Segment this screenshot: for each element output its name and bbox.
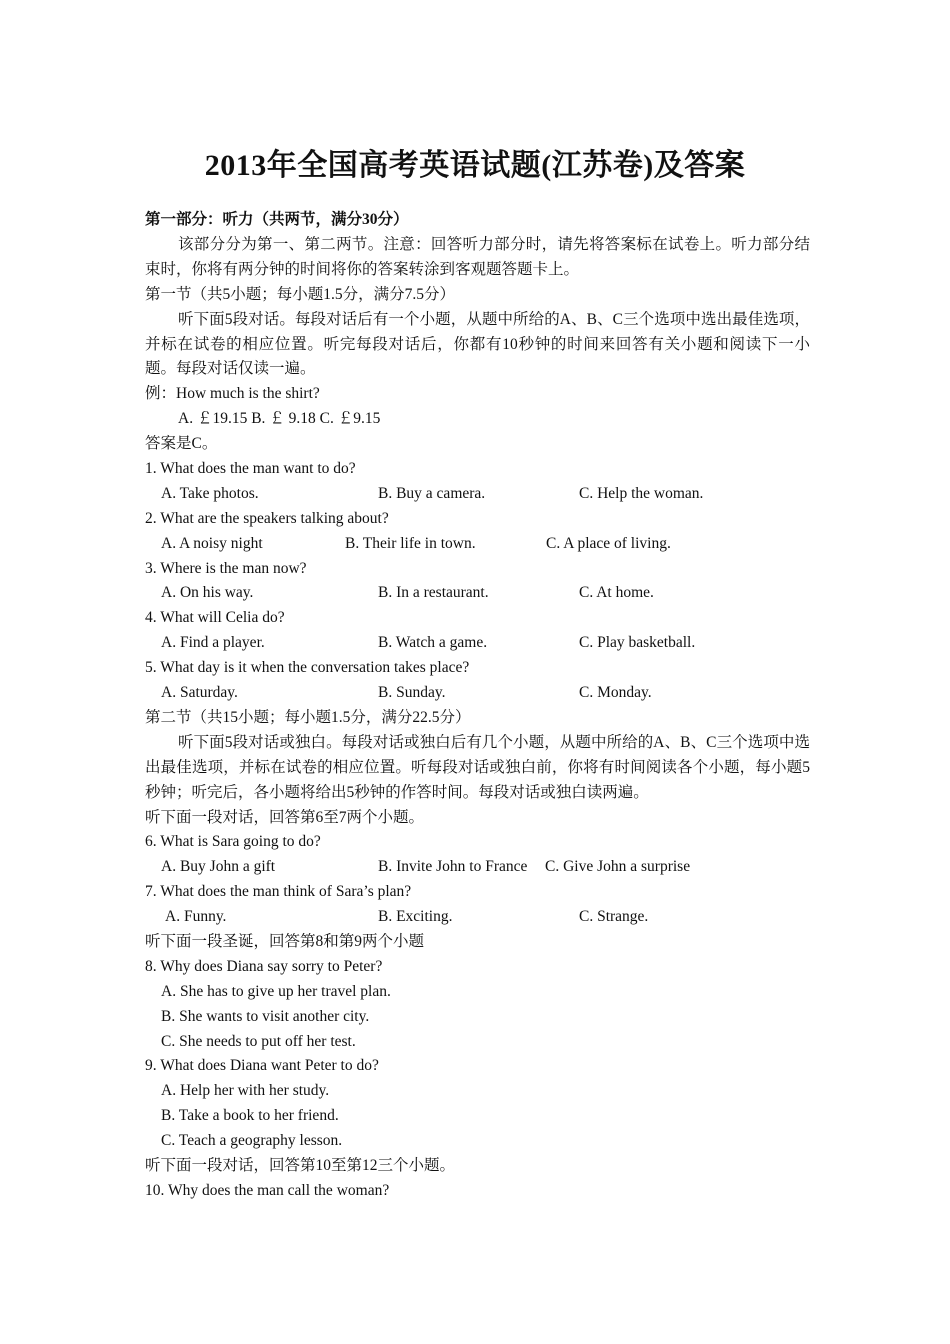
part1-instructions: 该部分分为第一、第二两节。注意：回答听力部分时，请先将答案标在试卷上。听力部分结束时，你将有两分钟的时间将你的答案转涂到客观题答题卡上。 [145, 235, 810, 278]
option-a: A. On his way. [161, 584, 254, 602]
part1-heading: 第一部分：听力（共两节，满分30分） [145, 211, 409, 228]
dialogue-3-instruction: 听下面一段对话，回答第10至第12三个小题。 [145, 1156, 456, 1174]
question-2-options [145, 532, 810, 557]
question-6-options [145, 855, 810, 880]
option-a: A. A noisy night [161, 534, 263, 552]
option-a: A. Saturday. [161, 684, 238, 701]
question-7: 7. What does the man think of Sara’s plan? [145, 883, 412, 901]
option-c: C. Strange. [579, 908, 649, 926]
option-c: C. Help the woman. [579, 484, 704, 502]
option-a: A. Take photos. [161, 484, 259, 502]
section2-instructions: 听下面5段对话或独白。每段对话或独白后有几个小题，从题中所给的A、B、C三个选项中选出最佳选项，并标在试卷的相应位置。听每段对话或独白前，你将有时间阅读各个小题，每小题5秒钟；听完后，各小题将给出5秒钟的作答时间。每段对话或独白读两遍。 [145, 733, 810, 801]
option-b: B. Sunday. [378, 684, 446, 701]
question-5: 5. What day is it when the conversation takes place? [145, 659, 470, 677]
option-b: B. Their life in town. [345, 534, 476, 552]
dialogue-1-instruction: 听下面一段对话，回答第6至7两个小题。 [145, 808, 425, 826]
question-2: 2. What are the speakers talking about? [145, 509, 389, 527]
option-a: A. Buy John a gift [161, 858, 276, 876]
question-5-options [145, 681, 810, 706]
section1-heading: 第一节（共5小题；每小题1.5分，满分7.5分） [145, 285, 456, 303]
option-a: A. Find a player. [161, 634, 265, 652]
option-a: A. Funny. [165, 908, 227, 926]
example-answer: 答案是C。 [145, 435, 218, 453]
option-c: C. Monday. [579, 684, 652, 701]
option-b: B. She wants to visit another city. [161, 1007, 370, 1025]
option-c: C. A place of living. [546, 534, 671, 552]
option-c: C. Teach a geography lesson. [161, 1132, 343, 1150]
question-7-options [145, 905, 810, 930]
option-b: B. Watch a game. [378, 634, 488, 652]
option-c: C. Give John a surprise [545, 858, 691, 876]
option-a: A. She has to give up her travel plan. [161, 982, 391, 1000]
section1-instructions: 听下面5段对话。每段对话后有一个小题，从题中所给的A、B、C三个选项中选出最佳选项，并标在试卷的相应位置。听完每段对话后，你都有10秒钟的时间来回答有关小题和阅读下一小题。每段对话仅读一遍。 [145, 310, 810, 378]
question-4-options [145, 631, 810, 656]
question-9: 9. What does Diana want Peter to do? [145, 1057, 379, 1075]
option-b: B. Buy a camera. [378, 484, 486, 502]
question-3: 3. Where is the man now? [145, 559, 307, 577]
question-4: 4. What will Celia do? [145, 609, 285, 627]
question-6: 6. What is Sara going to do? [145, 833, 321, 851]
page-title: 2013年全国高考英语试题(江苏卷)及答案 [204, 149, 746, 182]
question-8: 8. Why does Diana say sorry to Peter? [145, 957, 383, 975]
question-1: 1. What does the man want to do? [145, 459, 356, 477]
option-b: B. Exciting. [378, 908, 453, 926]
option-b: B. In a restaurant. [378, 584, 489, 602]
option-b: B. Invite John to France [378, 858, 528, 876]
example-options: A. ￡19.15 B. ￡ 9.18 C. ￡9.15 [178, 410, 381, 428]
option-a: A. Help her with her study. [161, 1082, 330, 1100]
option-c: C. She needs to put off her test. [161, 1032, 356, 1050]
question-1-options [145, 482, 810, 507]
question-3-options [145, 581, 810, 606]
option-c: C. Play basketball. [579, 634, 696, 652]
option-b: B. Take a book to her friend. [161, 1107, 339, 1125]
example-question: 例：How much is the shirt? [145, 385, 320, 403]
section2-heading: 第二节（共15小题；每小题1.5分，满分22.5分） [145, 708, 471, 726]
option-c: C. At home. [579, 584, 654, 602]
question-10: 10. Why does the man call the woman? [145, 1181, 390, 1199]
dialogue-2-instruction: 听下面一段圣诞，回答第8和第9两个小题 [145, 932, 425, 950]
document-body [145, 208, 810, 1204]
